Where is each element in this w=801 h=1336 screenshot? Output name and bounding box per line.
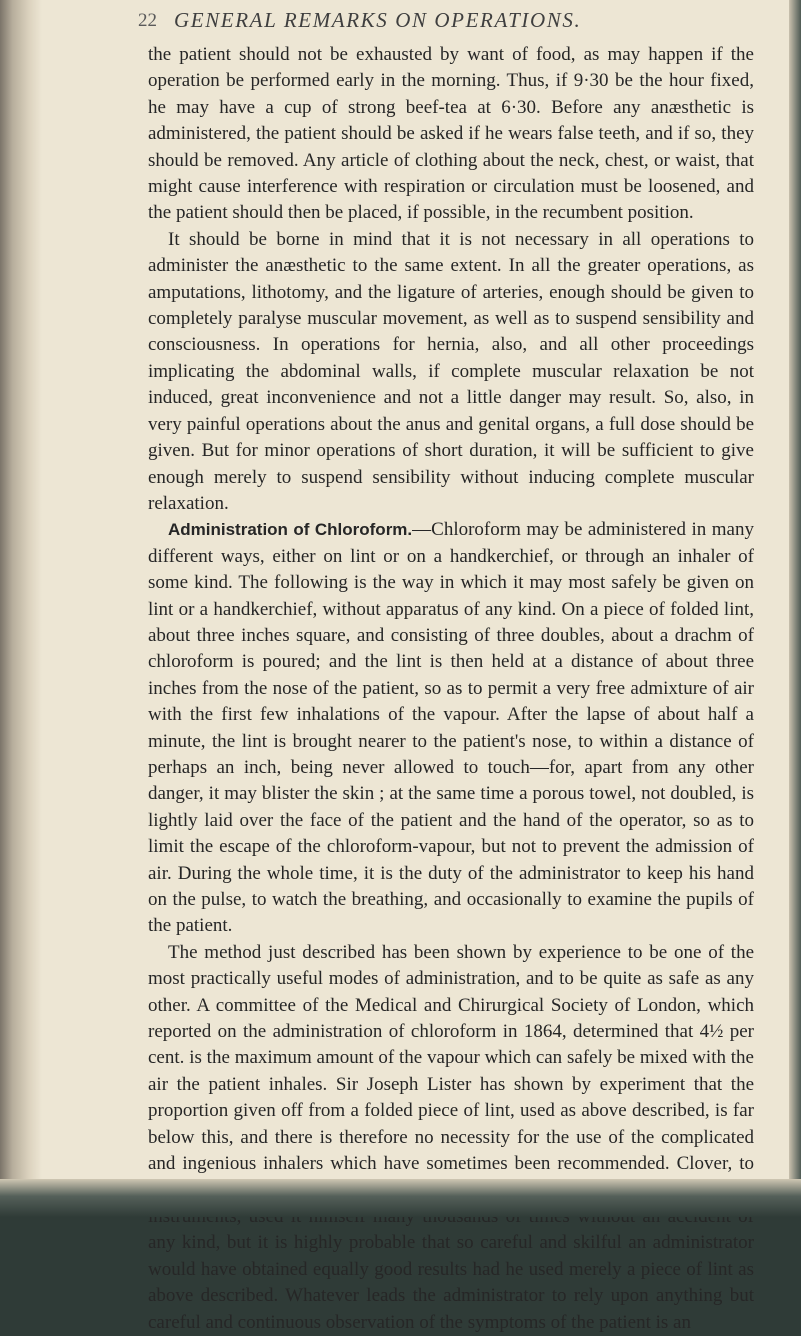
page-edge-right <box>789 0 801 1217</box>
paragraph-2: It should be borne in mind that it is not necessary in all operations to administer the anæsthetic to the same extent. In all the greater operations, as amputations, lithotomy, and the ligature of arteries, enough should be given to completely paralyse muscular movement, as well as to suspend sensibility and consciousness. In operations for hernia, also, and all other proceedings implicating the abdominal walls, if complete muscular relaxation be not induced, great inconvenience and not a little danger may result. So, also, in very painful operations about the anus and genital organs, a full dose should be given. But for minor operations of short duration, it will be sufficient to give enough merely to suspend sensibility without inducing complete muscular relaxation. <box>148 228 754 514</box>
paragraph-1: the patient should not be exhausted by want of food, as may happen if the operation be performed early in the morning. Thus, if 9·30 be the hour fixed, he may have a cup of strong beef-tea at 6·30. Before any anæsthetic is administered, the patient should be asked if he wears false teeth, and if so, they should be removed. Any article of clothing about the neck, chest, or waist, that might cause interference with respiration or circulation must be loosened, and the patient should then be placed, if possible, in the recumbent position. <box>148 44 754 224</box>
page-header <box>138 6 738 40</box>
page-edge-bottom <box>0 1179 801 1217</box>
paragraph-3-text: —Chloroform may be administered in many different ways, either on lint or on a handkerchief, or through an inhaler of some kind. The following is the way in which it may most safely be given on lint or a handkerchief, without apparatus of any kind. On a piece of folded lint, about three inches square, and consisting of three doubles, about a drachm of chloroform is poured; and the lint is then held at a distance of about three inches from the nose of the patient, so as to permit a very free admixture of air with the first few inhalations of the vapour. After the lapse of about half a minute, the lint is brought nearer to the patient's nose, to within a distance of perhaps an inch, being never allowed to touch—for, apart from any other danger, it may blister the skin ; at the same time a porous towel, not doubled, is lightly laid over the face of the patient and the hand of the operator, so as to limit the escape of the chloroform-vapour, but not to prevent the admission of air. During the whole time, it is the duty of the administrator to keep his hand on the pulse, to watch the breathing, and occasionally to examine the pupils of the patient. <box>148 519 754 937</box>
body-text <box>148 42 754 1336</box>
running-title: GENERAL REMARKS ON OPERATIONS. <box>174 8 582 32</box>
spine-shadow <box>0 0 42 1217</box>
section-heading: Administration of Chloroform. <box>168 520 413 540</box>
paragraph-4: The method just described has been shown by experience to be one of the most practically useful modes of administration, and to be quite as safe as any other. A committee of the Medical and Chirurgical Society of London, which reported on the administration of chloroform in 1864, determined that 4½ per cent. is the maximum amount of the vapour which can safely be mixed with the air the patient inhales. Sir Joseph Lister has shown by experiment that the proportion given off from a folded piece of lint, used as above described, is far below this, and there is therefore no necessity for the use of the complicated and ingenious inhalers which have sometimes been recommended. Clover, to any kind, but it is highly probable that so careful and skilful an administrator would have obtained equally good results had he used merely a piece of lint as above described. Whatever leads the administrator to rely upon anything but careful and continuous observation of the symptoms of the patient is an <box>148 941 754 1333</box>
page-number: 22 <box>138 10 157 31</box>
paragraph-3 <box>148 517 754 940</box>
